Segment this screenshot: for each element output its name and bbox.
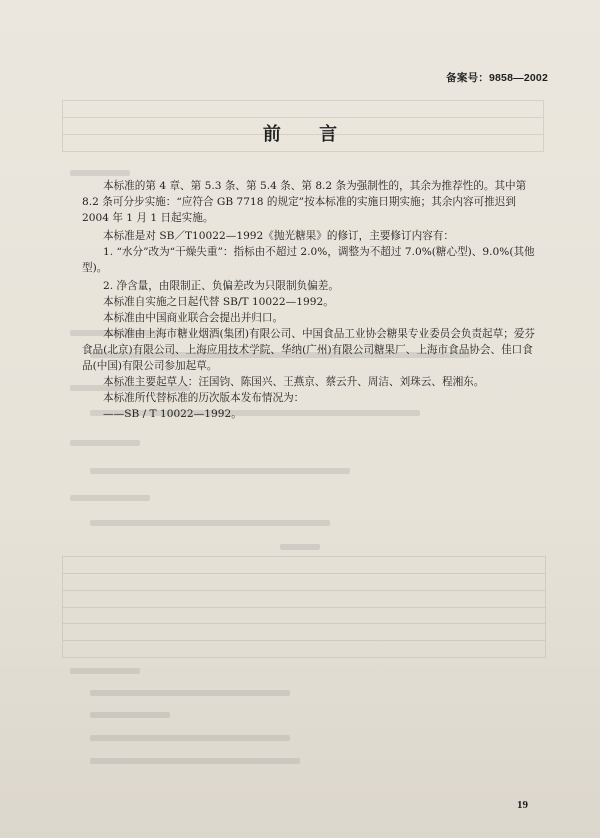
ghost-table-bottom (62, 556, 546, 658)
paragraph-revision-intro: 本标准是对 SB／T10022—1992《抛光糖果》的修订，主要修订内容有： (103, 230, 454, 242)
paragraph-drafters: 本标准主要起草人：汪国钧、陈国兴、王燕京、蔡云升、周洁、刘珠云、程湘东。 (103, 376, 485, 388)
paragraph-revision-item-2: 2. 净含量，由限制正、负偏差改为只限制负偏差。 (103, 280, 339, 292)
page-number: 19 (517, 799, 528, 811)
paragraph-drafting-units: 本标准由上海市糖业烟酒(集团)有限公司、中国食品工业协会糖果专业委员会负责起草；爱芬食品(北京)有限公司、上海应用技术学院、华纳(广州)有限公司糖果厂、上海市食品协会、佳口食品(中国)有限公司参加起草。 (82, 328, 536, 372)
page-title: 前 言 (262, 124, 354, 145)
paragraph-history-item: ——SB / T 10022—1992。 (103, 408, 242, 420)
foreword-body (82, 178, 542, 422)
paragraph-mandatory-clauses: 本标准的第 4 章、第 5.3 条、第 5.4 条、第 8.2 条为强制性的，其余为推荐性的。其中第 8.2 条可分步实施：“应符合 GB 7718 的规定”按本标准的实施日期实施；其余内容可推迟到 2004 年 1 月 1 日起实施。 (82, 180, 527, 224)
paragraph-proposer: 本标准由中国商业联合会提出并归口。 (103, 312, 284, 324)
paragraph-revision-item-1: 1. “水分”改为“干燥失重”：指标由不超过 2.0%，调整为不超过 7.0%(糖心型)、9.0%(其他型)。 (82, 246, 535, 274)
paragraph-replaces: 本标准自实施之日起代替 SB/T 10022—1992。 (103, 296, 334, 308)
record-number: 备案号：9858—2002 (446, 72, 548, 84)
paragraph-history-intro: 本标准所代替标准的历次版本发布情况为： (103, 392, 305, 404)
